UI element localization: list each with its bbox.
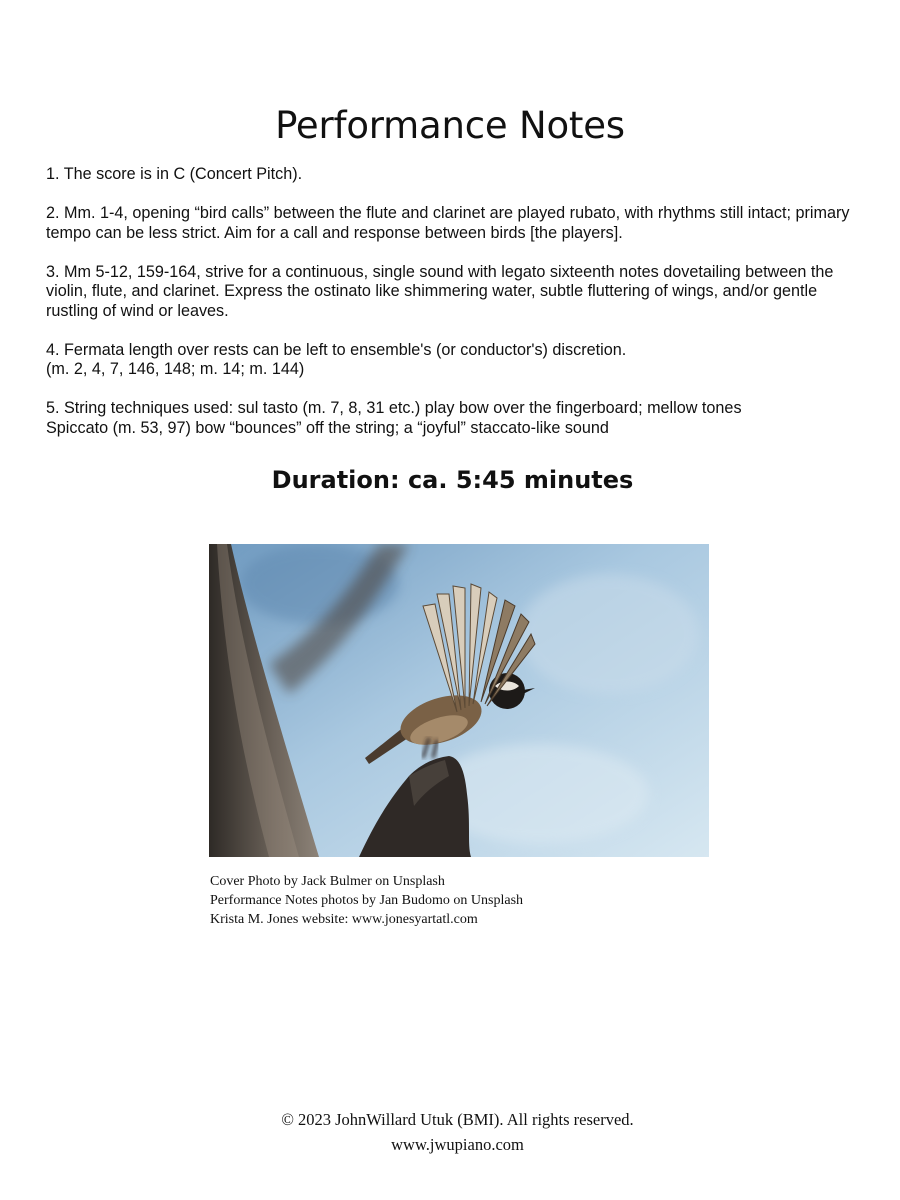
credit-line: Krista M. Jones website: www.jonesyartatl.com [210,912,478,927]
note-item: 2. Mm. 1-4, opening “bird calls” between the flute and clarinet are played rubato, with rhythms still intact; primary tempo can be less strict. Aim for a call and response between birds [the players]. [46,204,850,242]
note-item: 4. Fermata length over rests can be left to ensemble's (or conductor's) discretion. (m. 2, 4, 7, 146, 148; m. 14; m. 144) [46,340,627,378]
page-footer [0,1107,900,1157]
copyright-text: © 2023 JohnWillard Utuk (BMI). All rights reserved. [281,1110,634,1129]
credit-line: Performance Notes photos by Jan Budomo on Unsplash [210,893,524,908]
bird-photo [209,544,709,857]
note-item: 1. The score is in C (Concert Pitch). [46,165,303,183]
performance-notes-list [46,165,861,458]
note-item: 5. String techniques used: sul tasto (m. 7, 8, 31 etc.) play bow over the fingerboard; mellow tones Spiccato (m. 53, 97) bow “bounces” off the string; a “joyful” staccato-like sound [46,399,742,437]
page-title: Performance Notes [275,104,625,147]
photo-credits [210,872,523,929]
credit-line: Cover Photo by Jack Bulmer on Unsplash [210,874,445,889]
bird-photo-icon [209,544,709,857]
note-item: 3. Mm 5-12, 159-164, strive for a continuous, single sound with legato sixteenth notes dovetailing between the violin, flute, and clarinet. Express the ostinato like shimmering water, subtle fluttering of wings, and/or gentle rustling of wind or leaves. [46,262,834,320]
duration-heading: Duration: ca. 5:45 minutes [271,466,634,494]
website-link[interactable]: www.jwupiano.com [391,1135,524,1154]
